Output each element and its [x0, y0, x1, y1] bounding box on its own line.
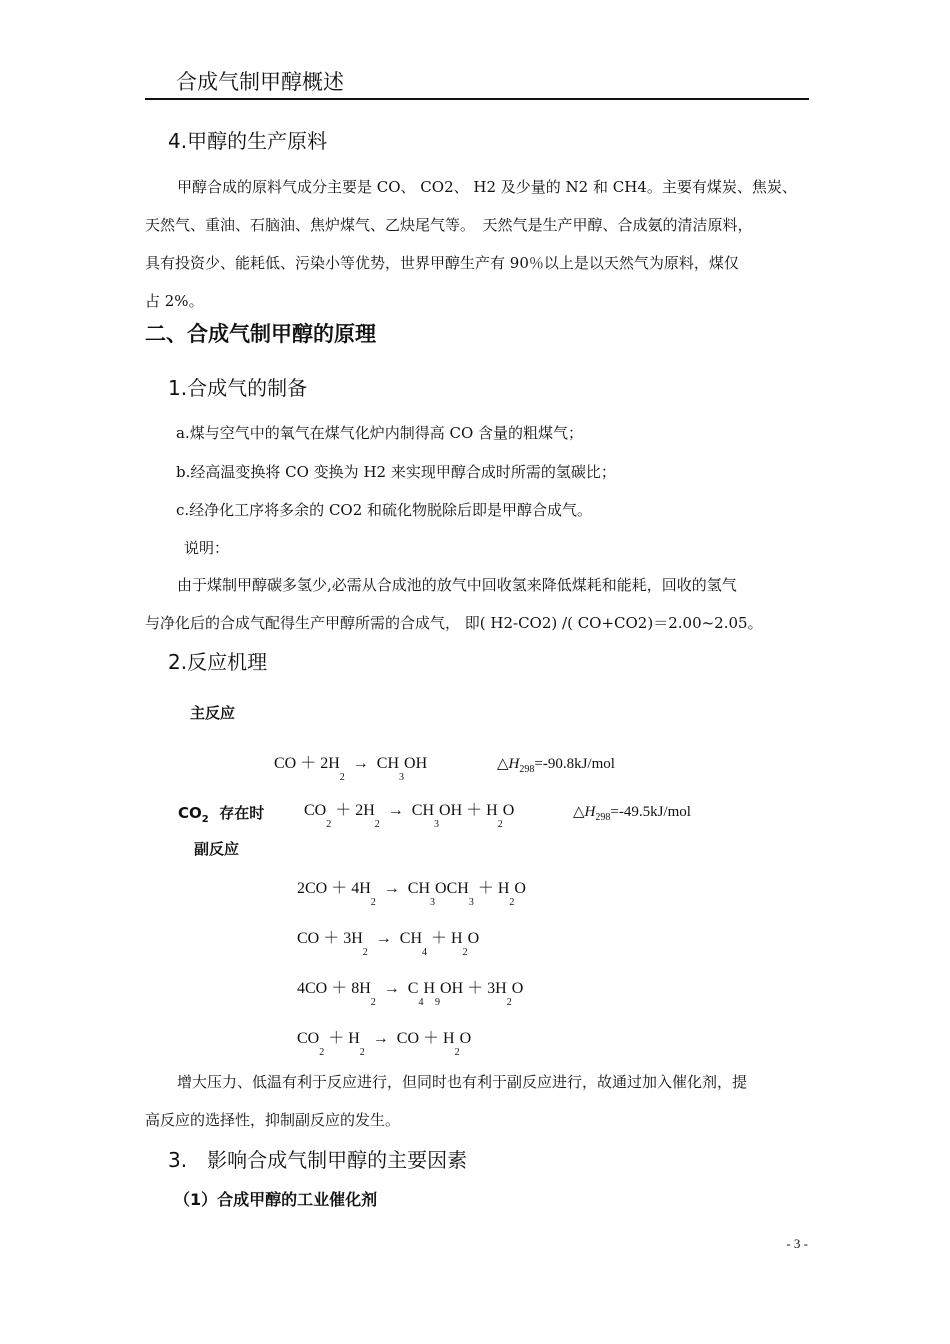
- section-4-paragraph: [145, 168, 809, 320]
- equation-main-1: CO ＋ $2H_2 \to CH_3OH$: [274, 755, 428, 783]
- note-paragraph: [145, 566, 809, 642]
- conclusion-paragraph: [145, 1063, 809, 1139]
- list-item: c.经净化工序将多余的 CO2 和硫化物脱除后即是甲醇合成气。: [176, 501, 593, 519]
- paragraph-line: 高反应的选择性，抑制副反应的发生。: [145, 1111, 401, 1129]
- paragraph-line: 具有投资少、能耗低、污染小等优势，世界甲醇生产有 90％以上是以天然气为原料，煤仅: [145, 254, 739, 272]
- paragraph-line: 与净化后的合成气配得生产甲醇所需的合成气， 即( H2-CO2) /( CO+CO2)＝2.00~2.05。: [145, 614, 763, 632]
- enthalpy-main-2: $\triangle H_{298}=-49.5kJ$/mol: [573, 804, 691, 823]
- paragraph-line: 天然气、重油、石脑油、焦炉煤气、乙炔尾气等。 天然气是生产甲醇、合成氨的清洁原料，: [145, 216, 753, 234]
- main-reaction-label: 主反应: [190, 704, 236, 722]
- header-divider: [145, 98, 809, 100]
- equation-side-3: $4CO + 8H_2 \to C_4H_9OH + 3H_2O$: [297, 980, 524, 1008]
- enthalpy-main-1: $\triangle H_{298}=-90.8kJ$/mol: [497, 756, 615, 775]
- sub3-heading: 3. 影响合成气制甲醇的主要因素: [168, 1148, 468, 1172]
- note-label: 说明：: [184, 539, 230, 557]
- co2-condition-label: $CO_2$ 存在时: [178, 804, 265, 825]
- page-header-title: 合成气制甲醇概述: [176, 70, 344, 94]
- list-item: a.煤与空气中的氧气在煤气化炉内制得高 CO 含量的粗煤气；: [176, 424, 584, 442]
- page-number: - 3 -: [786, 1236, 808, 1251]
- equation-main-2: $CO_2 + 2H_2 \to CH_3OH + H_2O$: [304, 802, 515, 830]
- paragraph-line: 甲醇合成的原料气成分主要是 CO、 CO2、 H2 及少量的 N2 和 CH4。主要有煤炭、焦炭、: [177, 178, 797, 196]
- equation-side-1: $2CO + 4H_2 \to CH_3OCH_3 + H_2O$: [297, 880, 526, 908]
- section-4-heading: 4.甲醇的生产原料: [168, 129, 328, 153]
- paragraph-line: 增大压力、低温有利于反应进行，但同时也有利于副反应进行，故通过加入催化剂，提: [177, 1073, 748, 1091]
- paragraph-line: 由于煤制甲醇碳多氢少,必需从合成池的放气中回收氢来降低煤耗和能耗，回收的氢气: [177, 576, 737, 594]
- sub3-subheading: （1）合成甲醇的工业催化剂: [174, 1190, 378, 1209]
- sub1-heading: 1.合成气的制备: [168, 376, 308, 400]
- section-two-heading: 二、合成气制甲醇的原理: [145, 322, 376, 346]
- paragraph-line: 占 2%。: [145, 292, 204, 310]
- sub2-heading: 2.反应机理: [168, 650, 268, 674]
- side-reaction-label: 副反应: [194, 840, 240, 858]
- equation-side-4: $CO_2 + H_2$ → CO ＋ $H_2O$: [297, 1030, 472, 1058]
- equation-side-2: CO ＋ $3H_2 \to CH_4 + H_2O$: [297, 930, 480, 958]
- list-item: b.经高温变换将 CO 变换为 H2 来实现甲醇合成时所需的氢碳比；: [176, 463, 616, 481]
